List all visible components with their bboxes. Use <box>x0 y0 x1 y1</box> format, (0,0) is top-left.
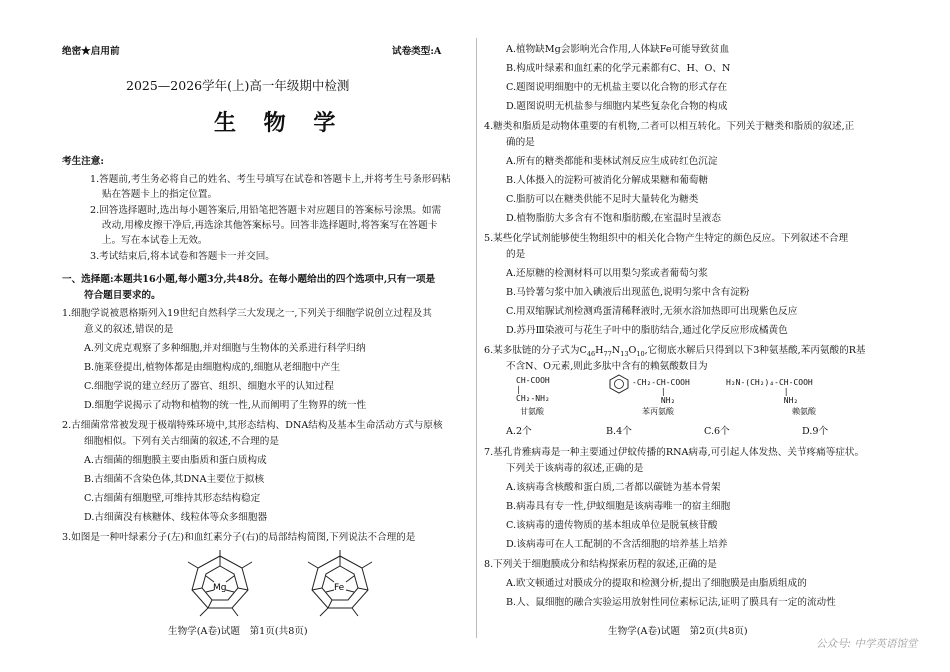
secret-label: 绝密★启用前 <box>62 46 120 57</box>
q8-option-b: B.人、鼠细胞的融合实验运用放射性同位素标记法,证明了膜具有一定的流动性 <box>506 597 836 608</box>
q1-stem: 1.细胞学说被恩格斯列入19世纪自然科学三大发现之一,下列关于细胞学说创立过程及其 <box>62 308 432 319</box>
q2-option-b: B.古细菌不含染色体,其DNA主要位于拟核 <box>84 474 265 485</box>
q2-option-d: D.古细菌没有核糖体、线粒体等众多细胞器 <box>84 512 268 523</box>
heme-figure <box>300 548 380 618</box>
q3-stem: 3.如图是一种叶绿素分子(左)和血红素分子(右)的局部结构简图,下列说法不合理的是 <box>62 532 416 543</box>
subject-title: 生 物 学 <box>214 110 346 136</box>
q5-option-b: B.马铃薯匀浆中加入碘液后出现蓝色,说明匀浆中含有淀粉 <box>506 287 750 298</box>
q5-option-c: C.用双缩脲试剂检测鸡蛋清稀释液时,无须水浴加热即可出现紫色反应 <box>506 306 798 317</box>
center-atom-right: Fe <box>334 583 345 593</box>
page-footer-right: 生物学(A卷)试题 第2页(共8页) <box>608 626 748 637</box>
benzene-ring-icon <box>608 374 630 394</box>
q7-stem-cont: 下列关于该病毒的叙述,正确的是 <box>506 463 644 474</box>
q3-option-a: A.植物缺Mg会影响光合作用,人体缺Fe可能导致贫血 <box>506 44 730 55</box>
paper-type: 试卷类型:A <box>392 46 442 57</box>
center-atom-left: Mg <box>213 583 227 593</box>
q1-stem-cont: 意义的叙述,错误的是 <box>84 324 174 335</box>
exam-title: 2025—2026学年(上)高一年级期中检测 <box>126 78 350 93</box>
q8-option-a: A.欧文顿通过对膜成分的提取和检测分析,提出了细胞膜是由脂质组成的 <box>506 578 807 589</box>
notice-line: 3.考试结束后,将本试卷和答题卡一并交回。 <box>90 251 275 262</box>
q5-stem-cont: 的是 <box>506 249 526 260</box>
notice-line: 1.答题前,考生务必将自己的姓名、考生号填写在试卷和答题卡上,并将考生号条形码粘 <box>90 174 451 185</box>
q4-stem-cont: 确的是 <box>506 137 535 148</box>
q7-option-a: A.该病毒含核酸和蛋白质,二者都以碳链为基本骨架 <box>506 482 721 493</box>
q1-option-a: A.列文虎克观察了多种细胞,并对细胞与生物体的关系进行科学归纳 <box>84 343 366 354</box>
watermark: 公众号: 中学英语馆堂 <box>816 638 918 650</box>
lysine-structure: H₂N-(CH₂)₄-CH-COOH | NH₂ <box>726 378 813 405</box>
notice-line: 改动,用橡皮擦干净后,再选涂其他答案标号。回答非选择题时,将答案写在答题卡 <box>102 220 438 231</box>
page-footer-left: 生物学(A卷)试题 第1页(共8页) <box>168 626 308 637</box>
q7-option-b: B.病毒具有专一性,伊蚊细胞是该病毒唯一的宿主细胞 <box>506 501 731 512</box>
q2-option-a: A.古细菌的细胞膜主要由脂质和蛋白质构成 <box>84 455 267 466</box>
q5-option-a: A.还原糖的检测材料可以用梨匀浆或者葡萄匀浆 <box>506 268 708 279</box>
notice-line: 2.回答选择题时,选出每小题答案后,用铅笔把答题卡对应题目的答案标号涂黑。如需 <box>90 205 442 216</box>
q2-stem: 2.古细菌常常被发现于极端特殊环境中,其形态结构、DNA结构及基本生命活动方式与原核 <box>62 420 443 431</box>
q4-option-b: B.人体摄入的淀粉可被消化分解成果糖和葡萄糖 <box>506 175 708 186</box>
q1-option-d: D.细胞学说揭示了动物和植物的统一性,从而阐明了生物界的统一性 <box>84 400 367 411</box>
notice-heading: 考生注意: <box>62 156 104 167</box>
q2-option-c: C.古细菌有细胞壁,可维持其形态结构稳定 <box>84 493 261 504</box>
right-page <box>476 0 950 672</box>
q3-option-d: D.题图说明无机盐参与细胞内某些复杂化合物的构成 <box>506 101 728 112</box>
q5-stem: 5.某些化学试剂能够使生物组织中的相关化合物产生特定的颜色反应。下列叙述不合理 <box>484 233 849 244</box>
q7-stem: 7.基孔肯雅病毒是一种主要通过伊蚊传播的RNA病毒,可引起人体发热、关节疼痛等症状。 <box>484 447 865 458</box>
notice-line: 贴在答题卡上的指定位置。 <box>102 189 218 200</box>
chlorophyll-figure <box>180 548 260 618</box>
glycine-label: 甘氨酸 <box>520 407 544 416</box>
q1-option-c: C.细胞学说的建立经历了器官、组织、细胞水平的认知过程 <box>84 381 334 392</box>
phenylalanine-label: 苯丙氨酸 <box>642 407 674 416</box>
q4-option-a: A.所有的糖类都能和斐林试剂反应生成砖红色沉淀 <box>506 156 718 167</box>
q4-option-d: D.植物脂肪大多含有不饱和脂肪酸,在室温时呈液态 <box>506 213 721 224</box>
q6-stem-cont: 不含N、O元素,则此多肽中含有的赖氨酸数目为 <box>506 361 708 372</box>
phenylalanine-structure: -CH₂-CH-COOH | NH₂ <box>632 378 690 405</box>
section-heading: 一、选择题:本题共16小题,每小题3分,共48分。在每小题给出的四个选项中,只有一项是 <box>62 274 436 285</box>
q6-option-a: A.2个 <box>506 426 532 437</box>
q8-stem: 8.下列关于细胞膜成分和结构探索历程的叙述,正确的是 <box>484 559 717 570</box>
lysine-label: 赖氨酸 <box>792 407 816 416</box>
q6-option-d: D.9个 <box>802 426 829 437</box>
q6-option-b: B.4个 <box>606 426 632 437</box>
q1-option-b: B.施莱登提出,植物体都是由细胞构成的,细胞从老细胞中产生 <box>84 362 341 373</box>
q6-option-c: C.6个 <box>704 426 730 437</box>
q5-option-d: D.苏丹Ⅲ染液可与花生子叶中的脂肪结合,通过化学反应形成橘黄色 <box>506 325 788 336</box>
q3-option-c: C.题图说明细胞中的无机盐主要以化合物的形式存在 <box>506 82 728 93</box>
q7-option-c: C.该病毒的遗传物质的基本组成单位是脱氧核苷酸 <box>506 520 718 531</box>
q6-stem: 6.某多肽链的分子式为$C_{46}H_{77}N_{13}O_{10}$,它彻底水解后只得到以下3种氨基酸,苯丙氨酸的R基 <box>484 345 866 358</box>
section-heading-cont: 符合题目要求的。 <box>84 290 161 301</box>
q4-option-c: C.脂肪可以在糖类供能不足时大量转化为糖类 <box>506 194 699 205</box>
q2-stem-cont: 细胞相似。下列有关古细菌的叙述,不合理的是 <box>84 436 279 447</box>
glycine-structure: CH-COOH | CH₂-NH₂ <box>516 376 550 403</box>
q4-stem: 4.糖类和脂质是动物体重要的有机物,二者可以相互转化。下列关于糖类和脂质的叙述,正 <box>484 121 855 132</box>
q3-option-b: B.构成叶绿素和血红素的化学元素都有C、H、O、N <box>506 63 731 74</box>
q7-option-d: D.该病毒可在人工配制的不含活细胞的培养基上培养 <box>506 539 728 550</box>
notice-line: 上。写在本试卷上无效。 <box>102 235 208 246</box>
